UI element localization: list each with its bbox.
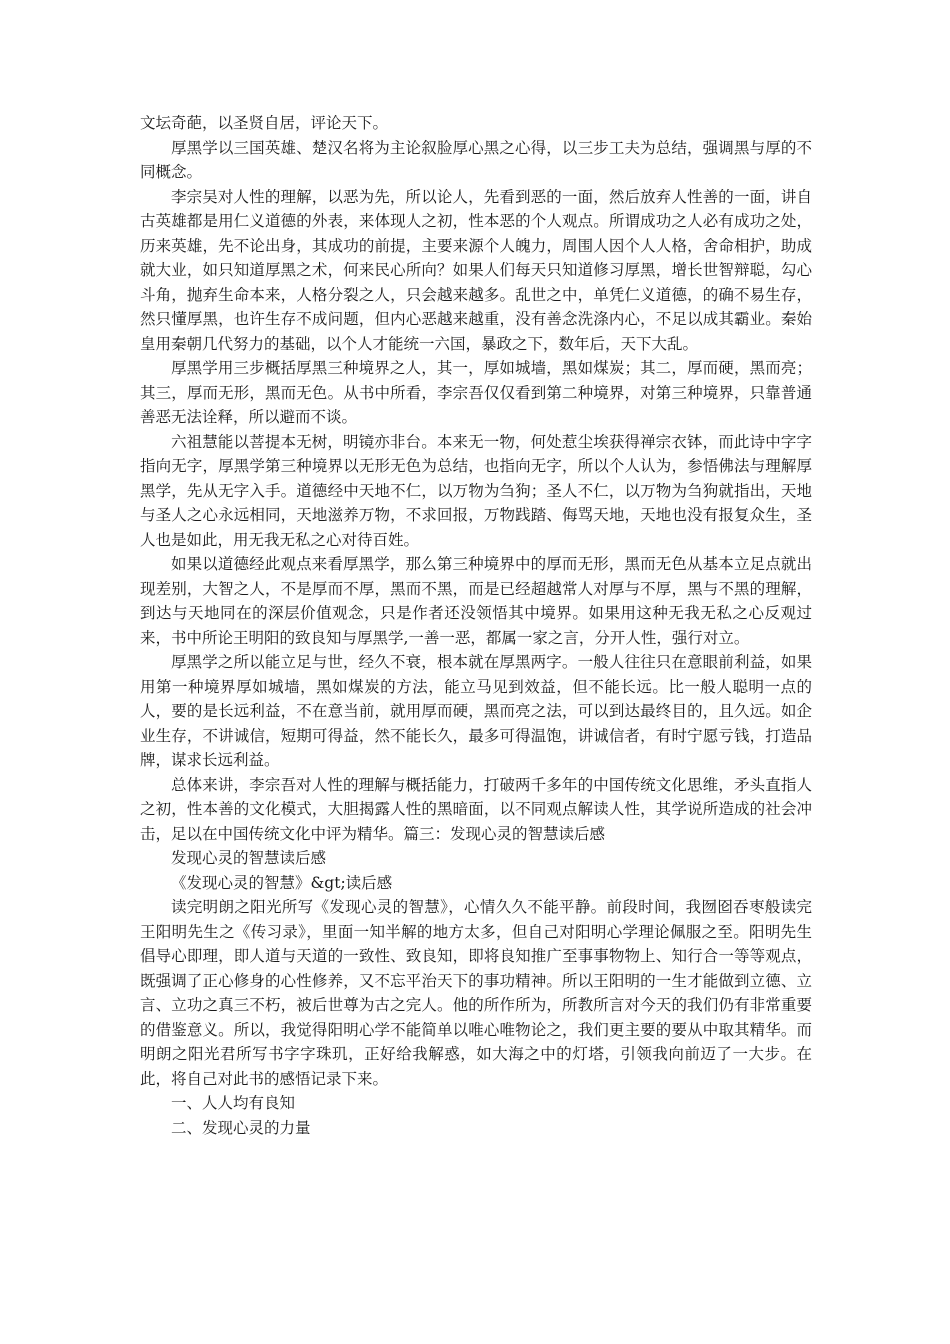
paragraph: 文坛奇葩，以圣贤自居，评论天下。: [140, 114, 389, 132]
paragraph: 总体来讲，李宗吾对人性的理解与概括能力，打破两千多年的中国传统文化思维，矛头直指人之初，性本善的文化模式，大胆揭露人性的黑暗面，以不同观点解读人性，其学说所造成的社会冲击，足以在中国传统文化中评为精华。篇三：发现心灵的智慧读后感: [140, 775, 812, 843]
paragraph: 读完明朗之阳光所写《发现心灵的智慧》，心情久久不能平静。前段时间，我囫囵吞枣般读完王阳明先生之《传习录》，里面一知半解的地方太多，但自己对阳明心学理论佩服之至。阳明先生倡导心即理，即人道与天道的一致性、致良知，即将良知推广至事事物物上、知行合一等等观点，既强调了正心修身的心性修养，又不忘平治天下的事功精神。所以王阳明的一生才能做到立德、立言、立功之真三不朽，被后世尊为古之完人。他的所作所为，所教所言对今天的我们仍有非常重要的借鉴意义。所以，我觉得阳明心学不能简单以唯心唯物论之，我们更主要的要从中取其精华。而明朗之阳光君所写书字字珠玑，正好给我解惑，如大海之中的灯塔，引领我向前迈了一大步。在此，将自己对此书的感悟记录下来。: [140, 898, 812, 1088]
paragraph: 厚黑学以三国英雄、楚汉名将为主论叙脸厚心黑之心得，以三步工夫为总结，强调黑与厚的不同概念。: [140, 138, 812, 181]
paragraph: 厚黑学用三步概括厚黑三种境界之人，其一，厚如城墙，黑如煤炭；其二，厚而硬，黑而亮；其三，厚而无形，黑而无色。从书中所看，李宗吾仅仅看到第二种境界，对第三种境界，只靠普通善恶无法诠释，所以避而不谈。: [140, 359, 812, 426]
list-item: 一、人人均有良知: [171, 1094, 296, 1112]
paragraph: 如果以道德经此观点来看厚黑学，那么第三种境界中的厚而无形，黑而无色从基本立足点就出现差别，大智之人，不是厚而不厚，黑而不黑，而是已经超越常人对厚与不厚，黑与不黑的理解，到达与天地同在的深层价值观念，只是作者还没领悟其中境界。如果用这种无我无私之心反观过来，书中所论王明阳的致良知与厚黑学,一善一恶，都属一家之言，分开人性，强行对立。: [140, 555, 812, 647]
document-body: [140, 111, 812, 1140]
section-heading: 发现心灵的智慧读后感: [171, 849, 327, 867]
paragraph: 六祖慧能以菩提本无树，明镜亦非台。本来无一物，何处惹尘埃获得禅宗衣钵，而此诗中字字指向无字，厚黑学第三种境界以无形无色为总结，也指向无字，所以个人认为，参悟佛法与理解厚黑学，先从无字入手。道德经中天地不仁，以万物为刍狗；圣人不仁，以万物为刍狗就指出，天地与圣人之心永远相同，天地滋养万物，不求回报，万物践踏、侮骂天地，天地也没有报复众生，圣人也是如此，用无我无私之心对待百姓。: [140, 432, 812, 549]
paragraph: 李宗吴对人性的理解，以恶为先，所以论人，先看到恶的一面，然后放弃人性善的一面，讲自古英雄都是用仁义道德的外表，来体现人之初，性本恶的个人观点。所谓成功之人必有成功之处，历来英雄，先不论出身，其成功的前提，主要来源个人魄力，周围人因个人人格，舍命相护，助成就大业，如只知道厚黑之术，何来民心所向？如果人们每天只知道修习厚黑，增长世智辩聪，勾心斗角，抛弃生命本来，人格分裂之人，只会越来越多。乱世之中，单凭仁义道德，的确不易生存，然只懂厚黑，也许生存不成问题，但内心恶越来越重，没有善念洗涤内心，不足以成其霸业。秦始皇用秦朝几代努力的基础，以个人才能统一六国，暴政之下，数年后，天下大乱。: [140, 187, 812, 353]
section-subtitle: 《发现心灵的智慧》&gt;读后感: [171, 873, 393, 892]
list-item: 二、发现心灵的力量: [171, 1118, 311, 1137]
paragraph: 厚黑学之所以能立足与世，经久不衰，根本就在厚黑两字。一般人往往只在意眼前利益，如果用第一种境界厚如城墙，黑如煤炭的方法，能立马见到效益，但不能长远。比一般人聪明一点的人，要的是长远利益，不在意当前，就用厚而硬，黑而亮之法，可以到达最终目的，且久远。如企业生存，不讲诚信，短期可得益，然不能长久，最多可得温饱，讲诚信者，有时宁愿亏钱，打造品牌，谋求长远利益。: [140, 653, 812, 769]
